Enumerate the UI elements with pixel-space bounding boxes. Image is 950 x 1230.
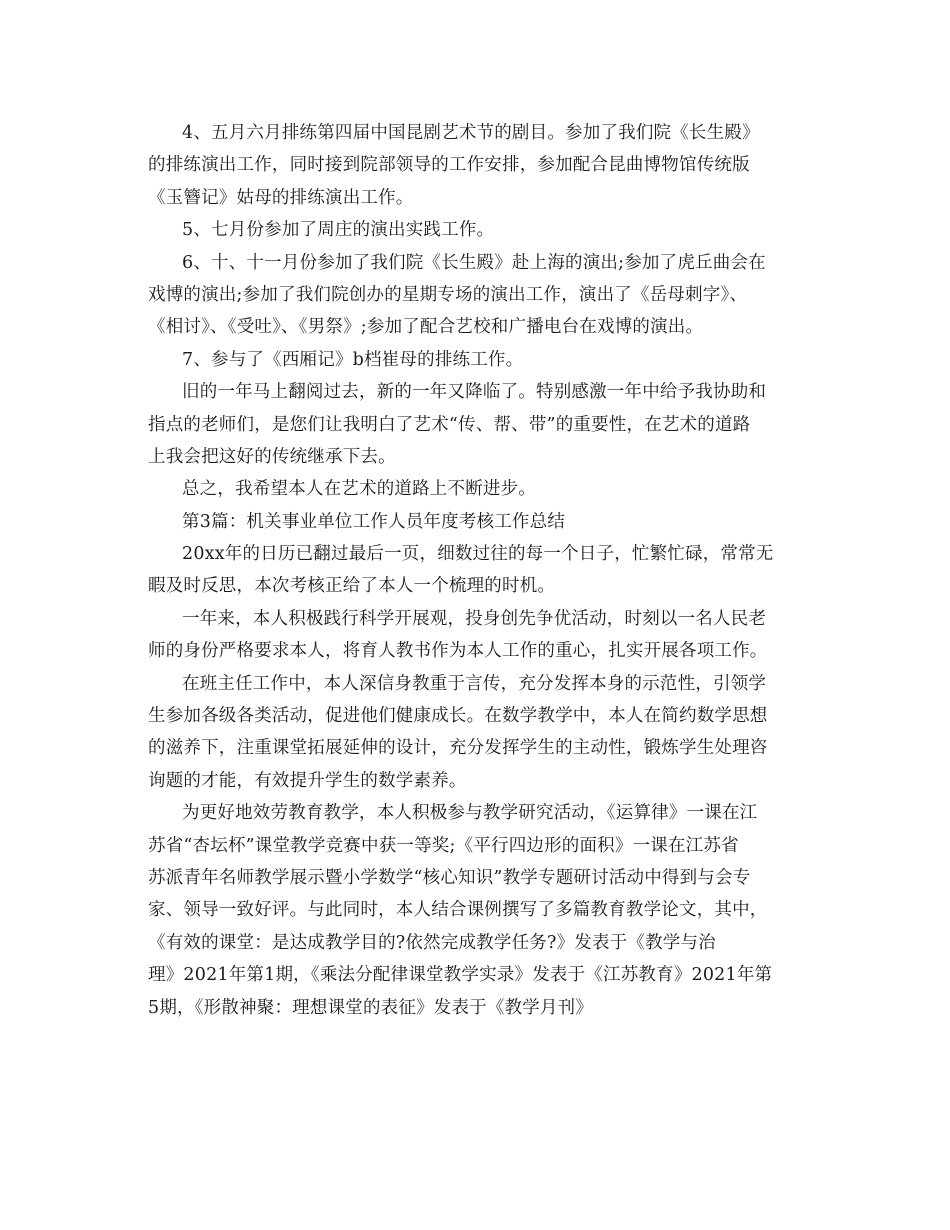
text-line: 《有效的课堂：是达成教学目的?依然完成教学任务?》发表于《教学与治 [148,932,716,953]
text-line: 为更好地效劳教育教学，本人积极参与教学研究活动，《运算律》一课在江 [182,803,758,824]
text-line: 第3篇：机关事业单位工作人员年度考核工作总结 [182,511,566,532]
text-line: 理》2021年第1期，《乘法分配律课堂教学实录》发表于《江苏教育》2021年第 [148,965,773,986]
text-line: 4、五月六月排练第四届中国昆剧艺术节的剧目。参加了我们院《长生殿》 [182,123,760,143]
text-line: 家、领导一致好评。与此同时，本人结合课例撰写了多篇教育教学论文，其中， [148,900,768,921]
text-line: 20xx年的日历已翻过最后一页，细数过往的每一个日子，忙繁忙碌，常常无 [182,544,774,565]
text-line: 戏博的演出;参加了我们院创办的星期专场的演出工作，演出了《岳母刺字》、 [148,284,748,305]
text-line: 总之，我希望本人在艺术的道路上不断进步。 [182,479,536,500]
text-line: 《玉簪记》姑母的排练演出工作。 [148,187,414,208]
text-line: 苏省“杏坛杯”课堂教学竞赛中获一等奖;《平行四边形的面积》一课在江苏省 [148,835,739,856]
text-line: 生参加各级各类活动，促进他们健康成长。在数学教学中，本人在简约数学思想 [148,706,768,727]
text-line: 7、参与了《西厢记》b档崔母的排练工作。 [182,349,524,370]
text-line: 苏派青年名师教学展示暨小学数学“核心知识”教学专题研讨活动中得到与会专 [148,867,751,888]
text-line: 旧的一年马上翻阅过去，新的一年又降临了。特别感激一年中给予我协助和 [182,382,767,403]
text-line: 5、七月份参加了周庄的演出实践工作。 [182,220,495,241]
text-line: 《相讨》、《受吐》、《男祭》;参加了配合艺校和广播电台在戏博的演出。 [148,317,704,338]
text-line: 暇及时反思，本次考核正给了本人一个梳理的时机。 [148,576,556,597]
text-line: 指点的老师们，是您们让我明白了艺术“传、帮、带”的重要性，在艺术的道路 [148,414,751,435]
text-line: 询题的才能，有效提升学生的数学素养。 [148,770,467,791]
text-line: 6、十、十一月份参加了我们院《长生殿》赴上海的演出;参加了虎丘曲会在 [182,252,766,273]
text-line: 的排练演出工作，同时接到院部领导的工作安排，参加配合昆曲博物馆传统版 [148,155,750,176]
text-line: 上我会把这好的传统继承下去。 [148,446,396,467]
text-line: 的滋养下，注重课堂拓展延伸的设计，充分发挥学生的主动性，锻炼学生处理咨 [148,738,768,759]
text-line: 在班主任工作中，本人深信身教重于言传，充分发挥本身的示范性，引领学 [182,673,767,694]
text-line: 一年来，本人积极践行科学开展观，投身创先争优活动，时刻以一名人民老 [182,608,767,629]
text-line: 师的身份严格要求本人，将育人教书作为本人工作的重心，扎实开展各项工作。 [148,641,768,662]
document-body [148,117,812,1024]
text-line: 5期，《形散神聚：理想课堂的表征》发表于《教学月刊》 [148,997,594,1018]
